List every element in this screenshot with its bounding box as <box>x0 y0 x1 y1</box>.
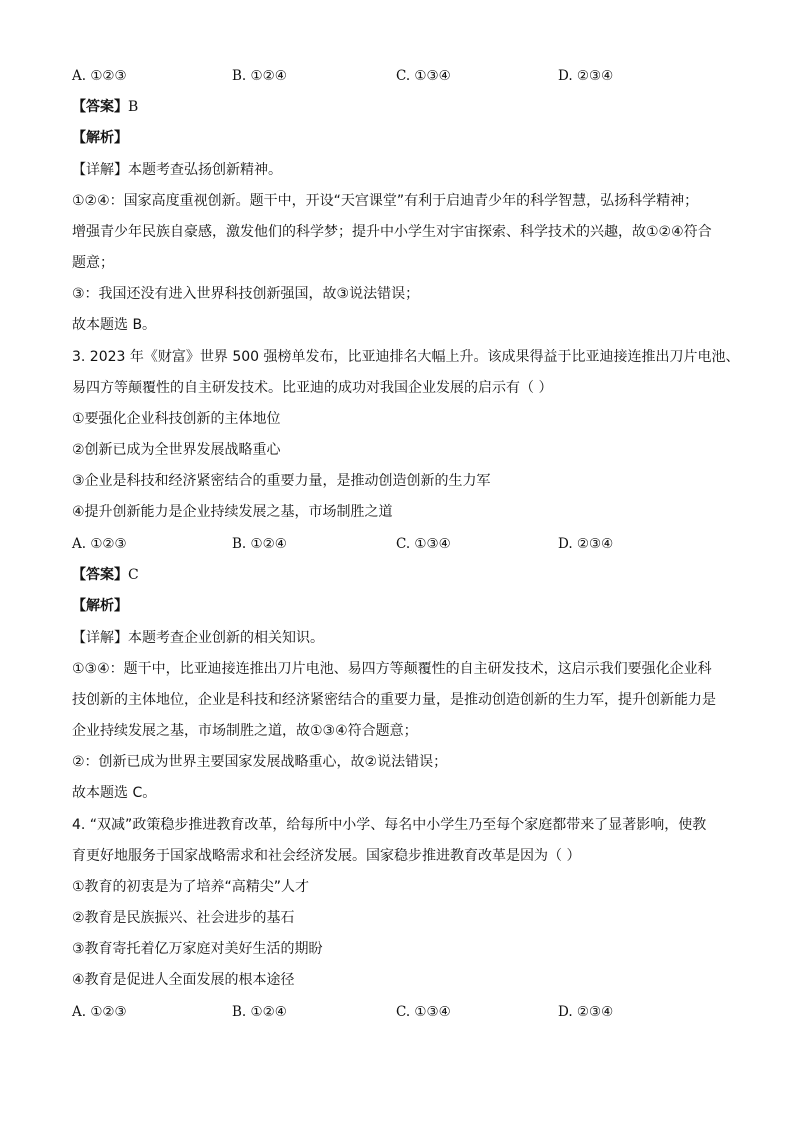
q2-analysis-heading: 【解析】 <box>72 130 128 146</box>
q3-explanation-line: 企业持续发展之基，市场制胜之道，故①③④符合题意； <box>72 723 418 739</box>
q2-explanation-line: ③：我国还没有进入世界科技创新强国，故③说法错误； <box>72 286 420 302</box>
q2-options <box>72 66 732 86</box>
q2-option-d: D. ②③④ <box>558 68 614 84</box>
q3-stem-line: 易四方等颠覆性的自主研发技术。比亚迪的成功对我国企业发展的启示有（ ） <box>72 380 553 396</box>
q4-options <box>72 1002 732 1022</box>
q2-detail: 【详解】本题考查弘扬创新精神。 <box>72 162 282 178</box>
answer-value: B <box>128 99 139 115</box>
q4-item: ③教育寄托着亿万家庭对美好生活的期盼 <box>72 941 323 957</box>
q2-answer: 【答案】B <box>72 99 139 115</box>
q3-conclusion: 故本题选 C。 <box>72 785 157 801</box>
q4-item: ②教育是民族振兴、社会进步的基石 <box>72 910 295 926</box>
q4-option-d: D. ②③④ <box>558 1004 614 1020</box>
q3-explanation-line: ②：创新已成为世界主要国家发展战略重心，故②说法错误； <box>72 754 448 770</box>
q3-explanation-line: 技创新的主体地位，企业是科技和经济紧密结合的重要力量，是推动创造创新的生力军，提升创新能力是 <box>72 692 716 708</box>
q3-item: ③企业是科技和经济紧密结合的重要力量，是推动创造创新的生力军 <box>72 473 491 489</box>
q2-option-b: B. ①②④ <box>232 68 287 84</box>
q3-option-c: C. ①③④ <box>396 536 451 552</box>
q4-option-c: C. ①③④ <box>396 1004 451 1020</box>
q3-option-b: B. ①②④ <box>232 536 287 552</box>
q2-conclusion: 故本题选 B。 <box>72 317 157 333</box>
q3-option-d: D. ②③④ <box>558 536 614 552</box>
q3-detail: 【详解】本题考查企业创新的相关知识。 <box>72 630 324 646</box>
q4-option-b: B. ①②④ <box>232 1004 287 1020</box>
q3-analysis-heading: 【解析】 <box>72 598 128 614</box>
q2-option-c: C. ①③④ <box>396 68 451 84</box>
q3-options <box>72 534 732 554</box>
q3-item: ②创新已成为全世界发展战略重心 <box>72 442 281 458</box>
q4-stem-line: 育更好地服务于国家战略需求和社会经济发展。国家稳步推进教育改革是因为（ ） <box>72 848 581 864</box>
q4-stem-line: 4. “双减”政策稳步推进教育改革，给每所中小学、每名中小学生乃至每个家庭都带来了显著影响，使教 <box>72 817 707 833</box>
q4-item: ①教育的初衷是为了培养“高精尖”人才 <box>72 879 310 895</box>
q2-option-a: A. ①②③ <box>72 68 127 84</box>
q2-explanation-line: 题意； <box>72 255 114 271</box>
answer-label: 答案 <box>86 567 114 583</box>
q4-option-a: A. ①②③ <box>72 1004 127 1020</box>
q2-explanation-line: 增强青少年民族自豪感，激发他们的科学梦；提升中小学生对宇宙探索、科学技术的兴趣，故①②④符合 <box>72 224 712 240</box>
q3-item: ①要强化企业科技创新的主体地位 <box>72 411 281 427</box>
q3-explanation-line: ①③④：题干中，比亚迪接连推出刀片电池、易四方等颠覆性的自主研发技术，这启示我们要强化企业科 <box>72 661 712 677</box>
answer-label: 答案 <box>86 99 114 115</box>
q3-stem-line: 3. 2023 年《财富》世界 500 强榜单发布，比亚迪排名大幅上升。该成果得益于比亚迪接连推出刀片电池、 <box>72 349 740 365</box>
q2-explanation-line: ①②④：国家高度重视创新。题干中，开设“天宫课堂”有利于启迪青少年的科学智慧，弘扬科学精神； <box>72 193 699 209</box>
answer-value: C <box>128 567 139 583</box>
q3-answer: 【答案】C <box>72 567 139 583</box>
q4-item: ④教育是促进人全面发展的根本途径 <box>72 972 295 988</box>
q3-item: ④提升创新能力是企业持续发展之基，市场制胜之道 <box>72 504 393 520</box>
q3-option-a: A. ①②③ <box>72 536 127 552</box>
